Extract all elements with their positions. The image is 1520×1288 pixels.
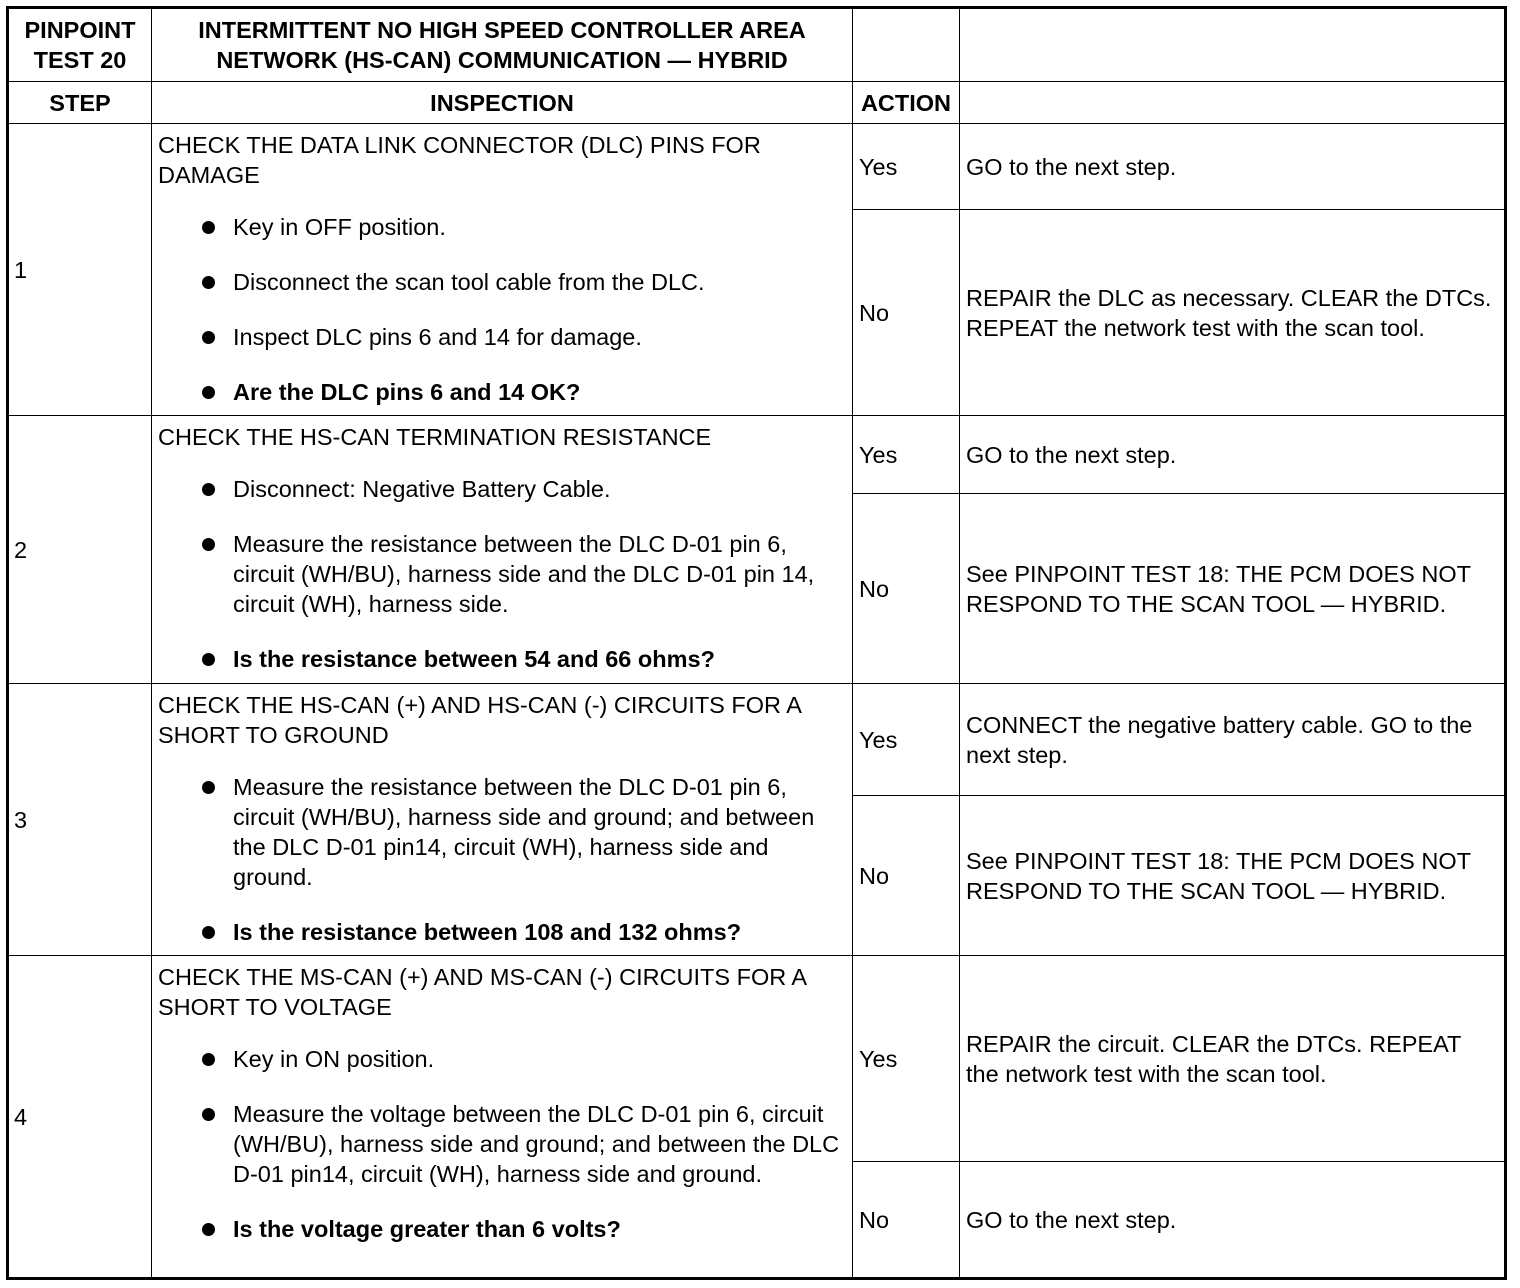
step-number: 1 xyxy=(8,124,152,416)
step-row xyxy=(8,684,1506,796)
inspection-cell xyxy=(152,416,853,684)
yes-action: GO to the next step. xyxy=(960,124,1506,210)
yes-action: GO to the next step. xyxy=(960,416,1506,494)
step-title: CHECK THE HS-CAN TERMINATION RESISTANCE xyxy=(158,424,712,450)
no-action: GO to the next step. xyxy=(960,1162,1506,1279)
col-step: STEP xyxy=(8,82,152,124)
step-number: 3 xyxy=(8,684,152,956)
test-title: INTERMITTENT NO HIGH SPEED CONTROLLER AREA NETWORK (HS-CAN) COMMUNICATION — HYBRID xyxy=(152,8,853,82)
blank-header-cell xyxy=(960,8,1506,82)
step-title: CHECK THE MS-CAN (+) AND MS-CAN (-) CIRCUITS FOR A SHORT TO VOLTAGE xyxy=(158,964,806,1020)
blank-header-cell xyxy=(853,8,960,82)
yes-label: Yes xyxy=(853,956,960,1162)
no-label: No xyxy=(853,1162,960,1279)
step-number: 2 xyxy=(8,416,152,684)
no-label: No xyxy=(853,494,960,684)
inspection-list xyxy=(158,474,846,674)
inspection-question: Are the DLC pins 6 and 14 OK? xyxy=(158,377,846,407)
column-header-row xyxy=(8,82,1506,124)
pinpoint-test-table xyxy=(6,6,1507,1280)
inspection-bullet: Disconnect the scan tool cable from the DLC. xyxy=(158,267,846,297)
inspection-bullet: Inspect DLC pins 6 and 14 for damage. xyxy=(158,322,846,352)
title-row xyxy=(8,8,1506,82)
inspection-list xyxy=(158,1044,846,1244)
no-action: See PINPOINT TEST 18: THE PCM DOES NOT RESPOND TO THE SCAN TOOL — HYBRID. xyxy=(960,796,1506,956)
inspection-cell xyxy=(152,124,853,416)
inspection-cell xyxy=(152,956,853,1279)
step-row xyxy=(8,416,1506,494)
col-action: ACTION xyxy=(853,82,960,124)
step-row xyxy=(8,124,1506,210)
col-inspection: INSPECTION xyxy=(152,82,853,124)
inspection-bullet: Key in OFF position. xyxy=(158,212,846,242)
blank-header-cell xyxy=(960,82,1506,124)
step-row xyxy=(8,956,1506,1162)
yes-label: Yes xyxy=(853,124,960,210)
inspection-question: Is the resistance between 108 and 132 ohms? xyxy=(158,917,846,947)
inspection-list xyxy=(158,772,846,947)
yes-action: REPAIR the circuit. CLEAR the DTCs. REPEAT the network test with the scan tool. xyxy=(960,956,1506,1162)
inspection-bullet: Measure the resistance between the DLC D-01 pin 6, circuit (WH/BU), harness side and ground; and between the DLC D-01 pin14, circuit (WH), harness side and ground. xyxy=(158,772,846,892)
no-action: REPAIR the DLC as necessary. CLEAR the DTCs. REPEAT the network test with the scan tool. xyxy=(960,210,1506,416)
no-label: No xyxy=(853,210,960,416)
test-id: PINPOINT TEST 20 xyxy=(8,8,152,82)
inspection-bullet: Disconnect: Negative Battery Cable. xyxy=(158,474,846,504)
no-label: No xyxy=(853,796,960,956)
inspection-cell xyxy=(152,684,853,956)
inspection-list xyxy=(158,212,846,407)
step-title: CHECK THE DATA LINK CONNECTOR (DLC) PINS FOR DAMAGE xyxy=(158,132,761,188)
no-action: See PINPOINT TEST 18: THE PCM DOES NOT RESPOND TO THE SCAN TOOL — HYBRID. xyxy=(960,494,1506,684)
yes-label: Yes xyxy=(853,684,960,796)
inspection-bullet: Measure the resistance between the DLC D-01 pin 6, circuit (WH/BU), harness side and the DLC D-01 pin 14, circuit (WH), harness side. xyxy=(158,529,846,619)
step-number: 4 xyxy=(8,956,152,1279)
inspection-question: Is the resistance between 54 and 66 ohms? xyxy=(158,644,846,674)
inspection-bullet: Measure the voltage between the DLC D-01 pin 6, circuit (WH/BU), harness side and ground; and between the DLC D-01 pin14, circuit (WH), harness side and ground. xyxy=(158,1099,846,1189)
yes-label: Yes xyxy=(853,416,960,494)
step-title: CHECK THE HS-CAN (+) AND HS-CAN (-) CIRCUITS FOR A SHORT TO GROUND xyxy=(158,692,801,748)
yes-action: CONNECT the negative battery cable. GO to the next step. xyxy=(960,684,1506,796)
inspection-question: Is the voltage greater than 6 volts? xyxy=(158,1214,846,1244)
inspection-bullet: Key in ON position. xyxy=(158,1044,846,1074)
